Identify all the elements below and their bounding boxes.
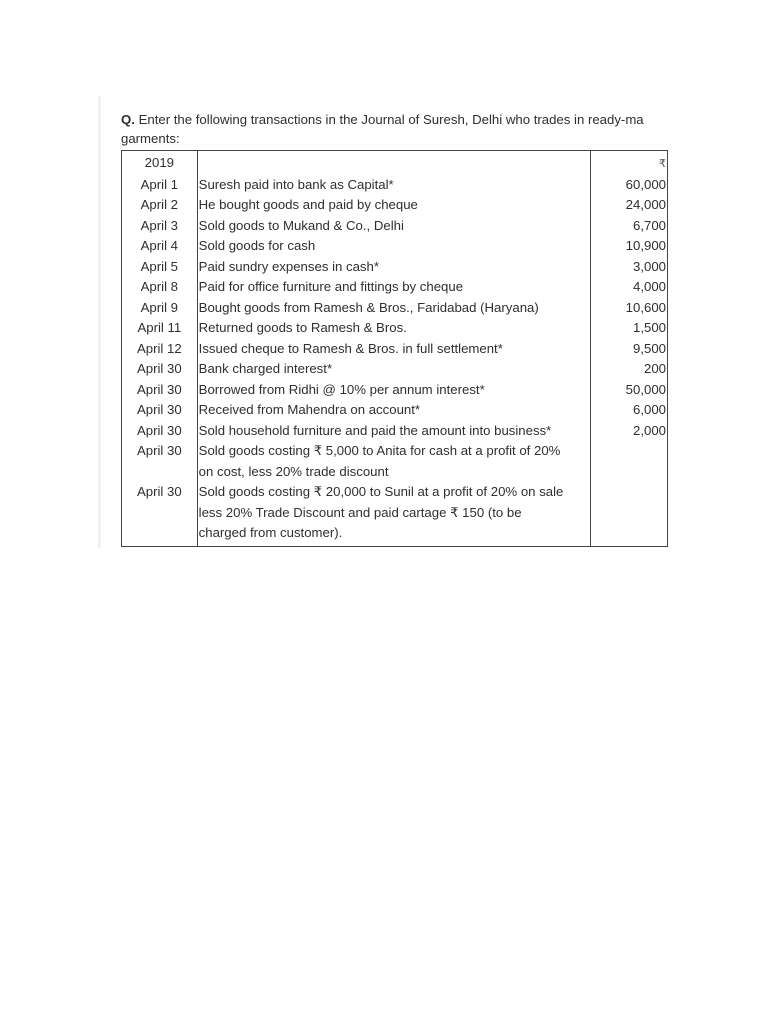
table-row bbox=[122, 318, 668, 339]
transaction-amount: 6,000 bbox=[591, 400, 668, 421]
transaction-amount: 3,000 bbox=[591, 257, 668, 278]
transaction-amount: 1,500 bbox=[591, 318, 668, 339]
header-year: 2019 bbox=[122, 151, 198, 175]
transaction-amount bbox=[591, 482, 668, 546]
question-text bbox=[121, 110, 698, 148]
transaction-description bbox=[197, 277, 591, 298]
table-row bbox=[122, 216, 668, 237]
transactions-table bbox=[121, 150, 668, 547]
transaction-description bbox=[197, 339, 591, 360]
transaction-date: April 5 bbox=[122, 257, 198, 278]
transaction-amount: 4,000 bbox=[591, 277, 668, 298]
description-line: Returned goods to Ramesh & Bros. bbox=[198, 320, 407, 335]
description-line: Issued cheque to Ramesh & Bros. in full settlement* bbox=[198, 340, 503, 356]
description-line: Sold goods costing ₹ 5,000 to Anita for cash at a profit of 20% bbox=[198, 443, 561, 458]
transaction-date: April 4 bbox=[122, 236, 198, 257]
description-line: Sold household furniture and paid the amount into business* bbox=[198, 422, 552, 438]
transaction-description bbox=[197, 216, 591, 237]
table-row bbox=[122, 298, 668, 319]
transaction-date: April 30 bbox=[122, 359, 198, 380]
transaction-description bbox=[197, 441, 591, 482]
description-line: Suresh paid into bank as Capital* bbox=[198, 176, 394, 192]
transaction-date: April 30 bbox=[122, 421, 198, 442]
transaction-date: April 30 bbox=[122, 482, 198, 546]
table-row bbox=[122, 257, 668, 278]
question-document bbox=[98, 96, 698, 548]
table-row bbox=[122, 400, 668, 421]
transaction-date: April 1 bbox=[122, 175, 198, 196]
transaction-date: April 12 bbox=[122, 339, 198, 360]
transaction-description bbox=[197, 400, 591, 421]
description-line: Bank charged interest* bbox=[198, 361, 333, 376]
description-line: Sold goods for cash bbox=[198, 238, 316, 253]
description-line: Paid for office furniture and fittings by cheque bbox=[198, 279, 464, 294]
description-line: Received from Mahendra on account* bbox=[198, 402, 421, 417]
header-description bbox=[197, 151, 591, 175]
transaction-amount: 10,600 bbox=[591, 298, 668, 319]
description-line: on cost, less 20% trade discount bbox=[198, 463, 389, 479]
transaction-description bbox=[197, 318, 591, 339]
transaction-description bbox=[197, 298, 591, 319]
transaction-date: April 30 bbox=[122, 400, 198, 421]
table-row bbox=[122, 277, 668, 298]
transaction-amount: 2,000 bbox=[591, 421, 668, 442]
transaction-description bbox=[197, 380, 591, 401]
description-line: Sold goods costing ₹ 20,000 to Sunil at a profit of 20% on sale bbox=[198, 484, 564, 499]
description-line: Sold goods to Mukand & Co., Delhi bbox=[198, 217, 404, 233]
transaction-date: April 30 bbox=[122, 380, 198, 401]
transaction-description bbox=[197, 359, 591, 380]
table-row bbox=[122, 236, 668, 257]
description-line: Paid sundry expenses in cash* bbox=[198, 258, 379, 274]
table-row bbox=[122, 359, 668, 380]
transaction-description bbox=[197, 482, 591, 546]
transaction-description bbox=[197, 236, 591, 257]
table-row bbox=[122, 380, 668, 401]
transaction-amount: 10,900 bbox=[591, 236, 668, 257]
transaction-date: April 11 bbox=[122, 318, 198, 339]
transaction-date: April 2 bbox=[122, 195, 198, 216]
description-line: He bought goods and paid by cheque bbox=[198, 197, 418, 212]
question-line-2: garments: bbox=[121, 131, 180, 146]
transaction-description bbox=[197, 195, 591, 216]
description-line: less 20% Trade Discount and paid cartage ₹ 150 (to be bbox=[198, 504, 522, 520]
table-row bbox=[122, 482, 668, 546]
table-header-row bbox=[122, 151, 668, 175]
transaction-amount: 24,000 bbox=[591, 195, 668, 216]
transaction-date: April 8 bbox=[122, 277, 198, 298]
question-line-1: Enter the following transactions in the Journal of Suresh, Delhi who trades in ready-ma bbox=[134, 112, 644, 127]
table-row bbox=[122, 175, 668, 196]
table-row bbox=[122, 195, 668, 216]
transaction-date: April 30 bbox=[122, 441, 198, 482]
description-line: Borrowed from Ridhi @ 10% per annum interest* bbox=[198, 381, 485, 397]
transaction-description bbox=[197, 421, 591, 442]
transaction-description bbox=[197, 175, 591, 196]
transaction-date: April 9 bbox=[122, 298, 198, 319]
table-row bbox=[122, 339, 668, 360]
description-line: Bought goods from Ramesh & Bros., Faridabad (Haryana) bbox=[198, 299, 539, 315]
transaction-description bbox=[197, 257, 591, 278]
transaction-amount: 200 bbox=[591, 359, 668, 380]
transaction-amount: 50,000 bbox=[591, 380, 668, 401]
question-label: Q. bbox=[121, 112, 135, 127]
description-line: charged from customer). bbox=[198, 525, 343, 540]
transaction-date: April 3 bbox=[122, 216, 198, 237]
transaction-amount: 60,000 bbox=[591, 175, 668, 196]
table-row bbox=[122, 441, 668, 482]
header-rupee-symbol: ₹ bbox=[659, 158, 666, 170]
table-row bbox=[122, 421, 668, 442]
transaction-amount bbox=[591, 441, 668, 482]
transaction-amount: 9,500 bbox=[591, 339, 668, 360]
transaction-amount: 6,700 bbox=[591, 216, 668, 237]
